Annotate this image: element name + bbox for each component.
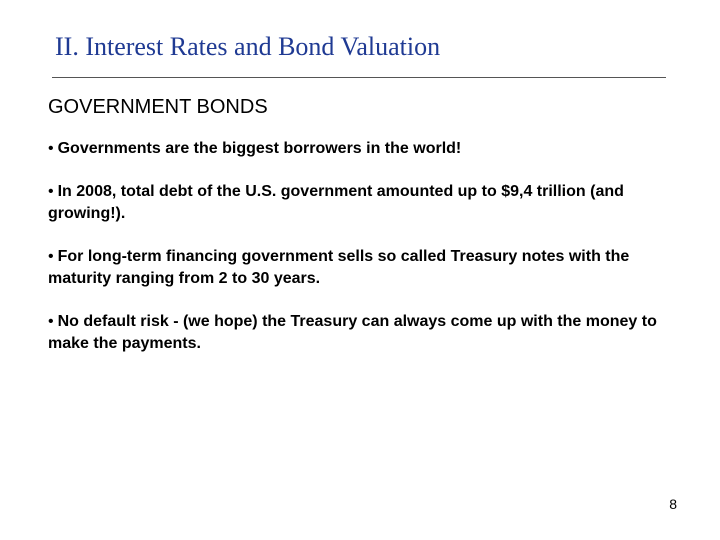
bullet-dot-icon: • — [48, 313, 54, 330]
bullet-text: No default risk - (we hope) the Treasury can always come up with the money to make the payments. — [48, 313, 657, 352]
bullet-text: For long-term financing government sells so called Treasury notes with the maturity ranging from 2 to 30 years. — [48, 248, 630, 287]
bullet-dot-icon: • — [48, 183, 54, 200]
page-number: 8 — [669, 496, 677, 512]
bullet-item — [48, 246, 688, 290]
bullet-text: In 2008, total debt of the U.S. government amounted up to $9,4 trillion (and growing!). — [48, 183, 624, 222]
bullet-item — [48, 138, 688, 160]
bullet-dot-icon: • — [48, 140, 54, 157]
bullet-item — [48, 311, 688, 355]
bullet-text: Governments are the biggest borrowers in the world! — [57, 140, 462, 157]
bullet-item — [48, 181, 688, 225]
slide-title: II. Interest Rates and Bond Valuation — [55, 32, 441, 61]
bullet-list — [48, 138, 688, 355]
bullet-dot-icon: • — [48, 248, 54, 265]
title-divider — [52, 77, 666, 78]
section-heading: GOVERNMENT BONDS — [48, 96, 268, 118]
